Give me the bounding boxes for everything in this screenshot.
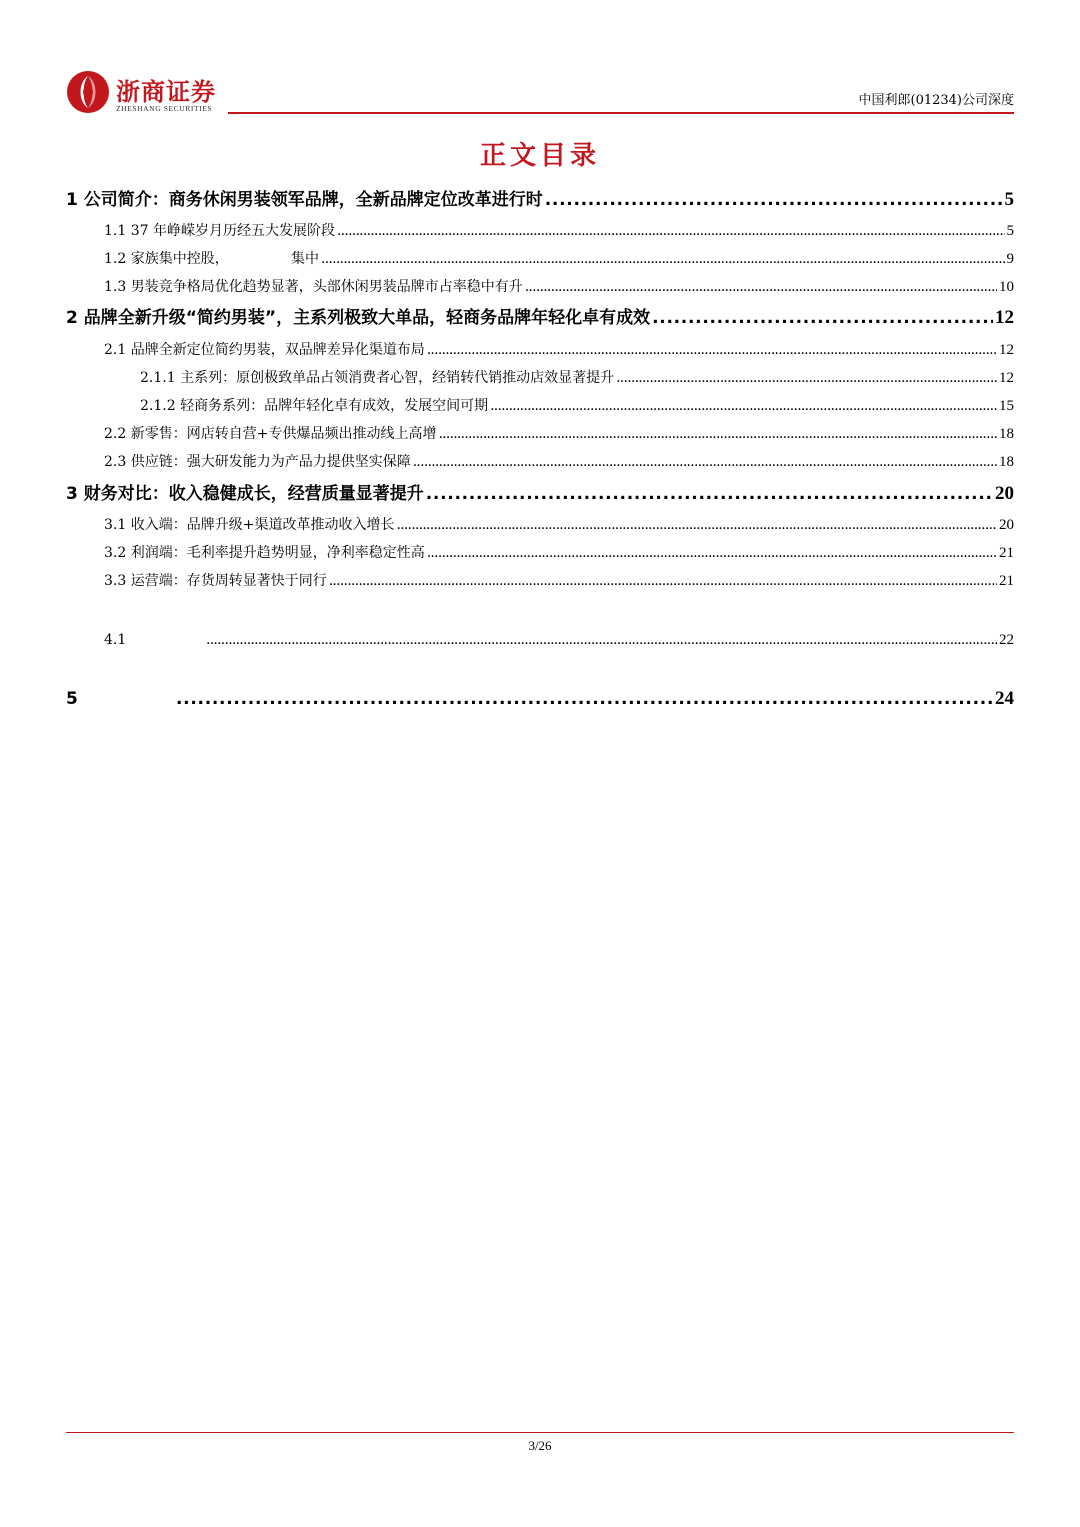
toc-entry-text: 2.1 品牌全新定位简约男装，双品牌差异化渠道布局 (104, 342, 425, 358)
toc-entry-text: 2.3 供应链：强大研发能力为产品力提供坚实保障 (104, 454, 411, 470)
toc-entry-page: 20 (999, 517, 1014, 533)
toc-leader (413, 454, 997, 470)
toc-entry-text: 3.1 收入端：品牌升级+渠道改革推动收入增长 (104, 517, 395, 533)
toc-entry-3-2[interactable] (104, 542, 1014, 562)
toc-entry-page: 5 (1004, 189, 1014, 210)
toc-leader (337, 223, 1005, 239)
toc-leader (176, 689, 993, 709)
toc-leader (206, 632, 997, 648)
toc-entry-text: 1 公司简介：商务休闲男装领军品牌，全新品牌定位改革进行时 (66, 190, 543, 210)
brand-logo (66, 70, 236, 120)
toc-entry-page: 10 (999, 279, 1014, 295)
toc-entry-page: 12 (995, 307, 1014, 328)
toc-leader (396, 517, 997, 533)
toc-leader (490, 398, 997, 414)
toc-leader (525, 279, 997, 295)
toc-entry-1-2[interactable] (104, 248, 1014, 268)
brand-name-en: ZHESHANG SECURITIES (116, 104, 213, 113)
toc-entry-text: 2.1.1 主系列：原创极致单品占领消费者心智，经销转代销推动店效显著提升 (140, 370, 615, 386)
header-divider (228, 112, 1014, 114)
brand-name-cn: 浙商证券 (116, 78, 216, 106)
toc-leader (426, 484, 993, 504)
report-tag: 中国利郎(01234)公司深度 (858, 93, 1014, 108)
toc-entry-3-3[interactable] (104, 570, 1014, 590)
toc-leader (545, 190, 1003, 210)
toc-entry-2[interactable] (66, 303, 1014, 329)
toc-entry-page: 9 (1006, 251, 1014, 267)
toc-entry-2-1-2[interactable] (140, 395, 1014, 415)
toc-entry-text: 2 品牌全新升级“简约男装”，主系列极致大单品，轻商务品牌年轻化卓有成效 (66, 308, 651, 328)
toc-entry-text: 1.1 37 年峥嵘岁月历经五大发展阶段 (104, 223, 335, 239)
zheshang-logo-icon (66, 70, 110, 114)
toc-entry-text: 2.1.2 轻商务系列：品牌年轻化卓有成效，发展空间可期 (140, 398, 489, 414)
toc-entry-page: 12 (999, 342, 1014, 358)
toc-leader (438, 426, 997, 442)
toc-leader (652, 308, 993, 328)
toc-entry-2-2[interactable] (104, 423, 1014, 443)
toc-entry-text: 3 财务对比：收入稳健成长，经营质量显著提升 (66, 484, 424, 504)
toc-title: 正文目录 (479, 141, 600, 171)
toc-entry-1[interactable] (66, 185, 1014, 211)
footer-divider (66, 1432, 1014, 1433)
toc-entry-page: 5 (1006, 223, 1014, 239)
toc-leader (616, 370, 997, 386)
toc-entry-3[interactable] (66, 479, 1014, 505)
toc-leader (329, 573, 997, 589)
toc-entry-2-1-1[interactable] (140, 367, 1014, 387)
toc-leader (427, 342, 997, 358)
toc-entry-text: 3.2 利润端：毛利率提升趋势明显，净利率稳定性高 (104, 545, 425, 561)
toc-entry-text: 4.1 (104, 632, 127, 648)
toc-entry-page: 15 (999, 398, 1014, 414)
toc-entry-text: 1.3 男装竞争格局优化趋势显著，头部休闲男装品牌市占率稳中有升 (104, 279, 523, 295)
toc-leader (321, 251, 1004, 267)
toc-entry-text: 1.2 家族集中控股， 集中 (104, 251, 320, 267)
toc-entry-2-1[interactable] (104, 339, 1014, 359)
toc-entry-page: 20 (995, 483, 1014, 504)
toc-entry-page: 12 (999, 370, 1014, 386)
toc-entry-1-3[interactable] (104, 276, 1014, 296)
page-number: 3/26 (528, 1438, 552, 1453)
toc-entry-text: 2.2 新零售：网店转自营+专供爆品频出推动线上高增 (104, 426, 437, 442)
toc-entry-3-1[interactable] (104, 514, 1014, 534)
toc-entry-text: 5 (66, 689, 78, 709)
toc-entry-page: 21 (999, 545, 1014, 561)
toc-entry-5[interactable] (66, 688, 1014, 710)
toc-entry-4-1[interactable] (104, 632, 1014, 649)
toc-entry-page: 21 (999, 573, 1014, 589)
toc-entry-page: 24 (995, 688, 1014, 709)
toc-entry-text: 3.3 运营端：存货周转显著快于同行 (104, 573, 327, 589)
toc-entry-1-1[interactable] (104, 220, 1014, 240)
toc-leader (427, 545, 997, 561)
toc-entry-page: 18 (999, 454, 1014, 470)
toc-entry-page: 22 (999, 632, 1014, 648)
toc-entry-page: 18 (999, 426, 1014, 442)
toc-entry-2-3[interactable] (104, 451, 1014, 471)
